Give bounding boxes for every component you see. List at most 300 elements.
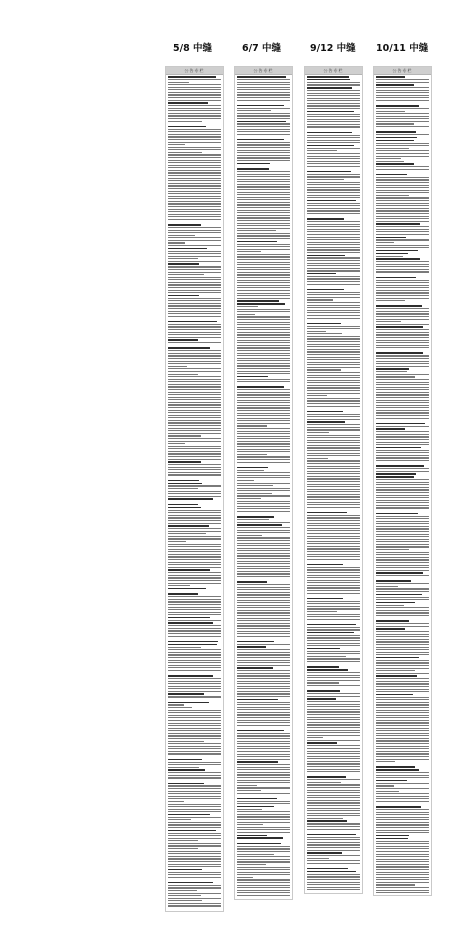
text-line	[307, 137, 360, 138]
text-line	[168, 353, 221, 354]
text-line	[168, 139, 221, 140]
text-line	[307, 693, 360, 694]
text-line	[376, 447, 421, 449]
text-line	[376, 715, 429, 716]
text-line	[237, 358, 290, 359]
text-line	[307, 400, 360, 401]
text-line	[168, 485, 221, 486]
text-line	[376, 379, 429, 380]
text-line	[376, 444, 429, 445]
text-line	[237, 155, 290, 156]
text-line	[237, 456, 290, 457]
text-line	[168, 809, 221, 810]
text-line	[168, 219, 221, 220]
text-line	[237, 610, 290, 611]
text-line	[307, 357, 360, 358]
text-line	[307, 126, 360, 127]
text-line	[307, 616, 360, 617]
column-title-1: 5/8 中缝	[173, 43, 212, 54]
text-line	[307, 598, 343, 600]
text-line	[376, 195, 409, 196]
text-line	[237, 793, 290, 794]
text-line	[237, 885, 290, 886]
text-line	[168, 601, 221, 602]
text-line	[376, 468, 429, 469]
text-line	[237, 513, 290, 514]
text-line	[376, 374, 429, 375]
text-line	[168, 152, 202, 153]
text-line	[376, 298, 429, 299]
text-line	[168, 895, 201, 896]
text-line	[376, 668, 429, 669]
text-line	[307, 850, 360, 851]
text-line	[307, 774, 360, 775]
text-line	[307, 504, 360, 505]
text-line	[307, 265, 360, 266]
text-line	[376, 161, 404, 162]
text-line	[307, 135, 360, 136]
text-line	[307, 690, 340, 692]
text-line	[376, 261, 429, 262]
text-line	[307, 572, 360, 573]
text-line	[237, 670, 290, 671]
text-line	[168, 890, 197, 891]
text-line	[376, 788, 429, 789]
text-line	[168, 339, 198, 341]
text-line	[307, 740, 360, 741]
text-line	[168, 342, 221, 343]
text-line	[237, 118, 290, 119]
text-line	[376, 234, 429, 235]
text-line	[237, 854, 274, 855]
text-line	[307, 229, 360, 230]
text-line	[307, 776, 346, 778]
text-line	[168, 350, 221, 351]
text-line	[237, 892, 290, 893]
text-line	[307, 326, 360, 327]
text-line	[307, 307, 360, 308]
text-line	[376, 748, 429, 749]
text-line	[376, 97, 429, 98]
text-line	[168, 185, 221, 186]
text-line	[168, 272, 221, 273]
text-line	[376, 670, 415, 671]
text-line	[376, 528, 429, 529]
text-line	[168, 384, 221, 385]
text-line	[168, 691, 221, 692]
text-line	[168, 191, 221, 192]
text-line	[307, 478, 360, 479]
text-line	[376, 82, 429, 83]
text-line	[168, 363, 221, 364]
text-line	[168, 337, 221, 338]
text-line	[376, 345, 429, 346]
text-line	[307, 701, 360, 702]
text-line	[168, 474, 221, 475]
text-line	[237, 741, 290, 742]
text-line	[376, 95, 429, 96]
text-line	[307, 294, 360, 295]
text-line	[307, 310, 360, 311]
text-line	[376, 712, 429, 713]
text-line	[168, 175, 221, 176]
text-line	[376, 355, 429, 356]
text-line	[168, 853, 221, 854]
text-line	[307, 742, 337, 744]
text-line	[237, 230, 276, 231]
text-line	[237, 373, 290, 374]
text-line	[376, 400, 429, 401]
text-line	[237, 160, 290, 161]
text-line	[168, 214, 221, 215]
text-line	[168, 569, 210, 571]
text-line	[168, 861, 221, 862]
text-line	[307, 364, 360, 365]
text-line	[307, 90, 360, 91]
text-line	[237, 612, 290, 613]
text-line	[307, 244, 360, 245]
text-line	[376, 358, 429, 359]
text-line	[307, 499, 360, 500]
text-line	[307, 585, 360, 586]
text-line	[307, 437, 360, 438]
text-line	[376, 689, 429, 690]
text-line	[237, 480, 254, 481]
text-line	[307, 184, 360, 185]
text-line	[237, 550, 290, 551]
text-line	[237, 410, 290, 411]
text-line	[376, 247, 429, 248]
text-line	[237, 152, 290, 153]
text-line	[168, 819, 191, 820]
text-line	[237, 92, 290, 93]
text-line	[376, 838, 408, 840]
text-line	[237, 851, 290, 852]
text-line	[168, 717, 221, 718]
text-line	[237, 181, 290, 182]
text-line	[168, 251, 221, 252]
text-line	[307, 621, 360, 622]
text-line	[307, 458, 328, 459]
text-line	[237, 384, 290, 385]
text-line	[307, 333, 342, 334]
text-line	[307, 860, 360, 861]
text-line	[168, 520, 221, 521]
text-line	[376, 854, 429, 855]
text-line	[237, 806, 274, 808]
text-line	[237, 163, 270, 165]
text-line	[307, 76, 349, 78]
text-line	[168, 224, 201, 226]
text-line	[168, 198, 221, 199]
text-line	[237, 267, 290, 268]
text-line	[376, 371, 407, 372]
text-line	[307, 714, 360, 715]
text-line	[307, 593, 360, 594]
text-line	[168, 277, 221, 278]
text-line	[168, 670, 221, 671]
text-line	[168, 371, 221, 372]
text-line	[307, 234, 360, 235]
text-line	[307, 813, 360, 814]
text-line	[237, 113, 290, 114]
text-line	[307, 507, 360, 508]
text-line	[376, 436, 429, 437]
text-line	[376, 169, 429, 170]
column-text-block	[376, 76, 429, 893]
text-line	[237, 667, 273, 669]
text-line	[376, 618, 429, 619]
text-line	[307, 528, 360, 529]
text-line	[237, 97, 290, 98]
text-line	[376, 641, 429, 642]
text-line	[376, 882, 429, 883]
text-line	[237, 400, 290, 401]
text-line	[376, 497, 429, 498]
text-line	[237, 566, 290, 567]
text-line	[237, 157, 290, 158]
column-banner: 公告专栏	[305, 67, 362, 75]
text-line	[168, 848, 198, 849]
text-line	[168, 564, 221, 565]
text-line	[168, 507, 201, 509]
text-line	[307, 784, 360, 785]
text-line	[376, 84, 414, 86]
text-line	[168, 614, 221, 615]
text-line	[376, 738, 429, 739]
text-line	[376, 329, 429, 330]
text-line	[376, 675, 417, 677]
text-line	[376, 843, 429, 844]
text-line	[307, 119, 360, 120]
text-line	[237, 345, 290, 346]
text-line	[376, 134, 429, 135]
text-line	[307, 844, 360, 845]
text-line	[376, 484, 429, 485]
text-line	[168, 300, 221, 301]
text-line	[376, 368, 409, 370]
text-line	[376, 772, 429, 773]
text-line	[307, 237, 360, 238]
text-line	[376, 92, 429, 93]
text-line	[376, 615, 429, 616]
text-line	[237, 389, 290, 390]
text-line	[237, 334, 290, 335]
text-line	[307, 792, 360, 793]
notice-column-2	[234, 66, 293, 900]
text-line	[376, 570, 429, 571]
text-line	[307, 98, 360, 99]
text-line	[237, 545, 290, 546]
text-line	[237, 287, 290, 288]
text-line	[307, 601, 360, 602]
text-line	[237, 537, 290, 538]
text-line	[307, 656, 346, 657]
text-line	[237, 867, 290, 868]
text-line	[376, 610, 429, 611]
text-line	[307, 837, 360, 838]
text-line	[168, 882, 213, 884]
text-line	[307, 369, 341, 370]
text-line	[376, 552, 429, 553]
text-line	[168, 183, 221, 184]
text-line	[376, 607, 429, 608]
text-line	[376, 392, 429, 393]
text-line	[237, 179, 290, 180]
text-line	[307, 494, 360, 495]
text-line	[376, 213, 429, 214]
text-line	[168, 628, 221, 629]
text-line	[168, 284, 221, 285]
text-line	[307, 200, 356, 202]
text-line	[307, 753, 360, 754]
text-line	[168, 783, 204, 785]
text-line	[168, 885, 221, 886]
text-line	[237, 337, 290, 338]
text-line	[376, 439, 429, 440]
text-line	[237, 571, 290, 572]
text-line	[307, 871, 356, 873]
text-line	[376, 277, 416, 279]
text-line	[376, 710, 429, 711]
text-line	[376, 819, 429, 820]
text-line	[376, 308, 429, 309]
text-line	[307, 771, 360, 772]
text-line	[307, 354, 360, 355]
text-line	[168, 386, 221, 387]
text-line	[307, 450, 360, 451]
text-line	[307, 732, 360, 733]
text-line	[237, 709, 290, 710]
text-line	[307, 197, 360, 198]
text-line	[168, 355, 221, 356]
text-line	[237, 722, 290, 723]
text-line	[237, 618, 290, 619]
text-line	[237, 846, 290, 847]
text-line	[307, 447, 360, 448]
text-line	[237, 801, 290, 802]
text-line	[376, 751, 429, 752]
text-line	[307, 564, 343, 566]
text-line	[237, 238, 290, 239]
text-line	[237, 381, 290, 382]
text-line	[237, 309, 290, 310]
text-line	[307, 834, 356, 836]
text-line	[168, 556, 221, 557]
text-line	[168, 824, 221, 825]
text-line	[237, 856, 290, 857]
text-line	[237, 558, 290, 559]
text-line	[307, 349, 360, 350]
text-line	[307, 445, 360, 446]
text-line	[307, 203, 360, 204]
text-line	[237, 89, 290, 90]
text-line	[168, 538, 221, 539]
text-line	[307, 195, 360, 196]
text-line	[376, 129, 429, 130]
text-line	[237, 638, 290, 639]
text-line	[168, 898, 221, 899]
text-line	[376, 118, 429, 119]
text-line	[168, 630, 221, 631]
text-line	[307, 889, 360, 890]
text-line	[376, 76, 405, 78]
text-line	[307, 664, 360, 665]
text-line	[307, 643, 360, 644]
text-line	[376, 869, 429, 870]
text-line	[237, 488, 290, 489]
text-line	[237, 217, 290, 218]
text-line	[237, 360, 290, 361]
text-line	[376, 572, 423, 574]
text-line	[237, 540, 290, 541]
text-line	[168, 672, 221, 673]
text-line	[376, 717, 429, 718]
text-line	[307, 727, 360, 728]
text-line	[307, 486, 360, 487]
text-line	[168, 759, 202, 761]
text-line	[168, 743, 221, 744]
text-line	[168, 660, 221, 661]
text-line	[168, 764, 221, 765]
text-line	[237, 717, 290, 718]
text-line	[237, 530, 290, 531]
text-line	[307, 595, 360, 596]
text-line	[237, 306, 258, 307]
text-line	[376, 798, 429, 799]
text-line	[307, 424, 360, 425]
text-line	[168, 196, 221, 197]
text-line	[376, 809, 429, 810]
text-line	[307, 174, 360, 175]
text-line	[307, 590, 360, 591]
text-line	[168, 712, 221, 713]
text-line	[168, 780, 221, 781]
text-line	[376, 326, 423, 328]
text-line	[376, 431, 429, 432]
text-line	[307, 787, 360, 788]
text-line	[376, 423, 425, 425]
text-line	[307, 569, 360, 570]
text-line	[376, 190, 429, 191]
text-line	[376, 580, 411, 582]
text-line	[307, 323, 341, 325]
text-line	[376, 510, 429, 511]
text-line	[168, 756, 221, 757]
text-line	[307, 523, 360, 524]
text-line	[168, 358, 221, 359]
text-line	[376, 791, 399, 792]
text-line	[307, 286, 360, 287]
text-line	[376, 654, 429, 655]
text-line	[237, 508, 290, 509]
text-line	[237, 144, 290, 145]
text-line	[307, 672, 360, 673]
text-line	[307, 829, 360, 830]
text-line	[376, 113, 429, 114]
text-line	[168, 609, 221, 610]
text-line	[237, 625, 290, 626]
text-line	[307, 735, 360, 736]
text-line	[376, 290, 429, 291]
text-line	[168, 636, 221, 637]
text-line	[376, 832, 429, 833]
text-line	[168, 274, 204, 275]
text-line	[237, 735, 290, 736]
text-line	[168, 394, 221, 395]
text-line	[376, 848, 429, 849]
text-line	[376, 707, 429, 708]
